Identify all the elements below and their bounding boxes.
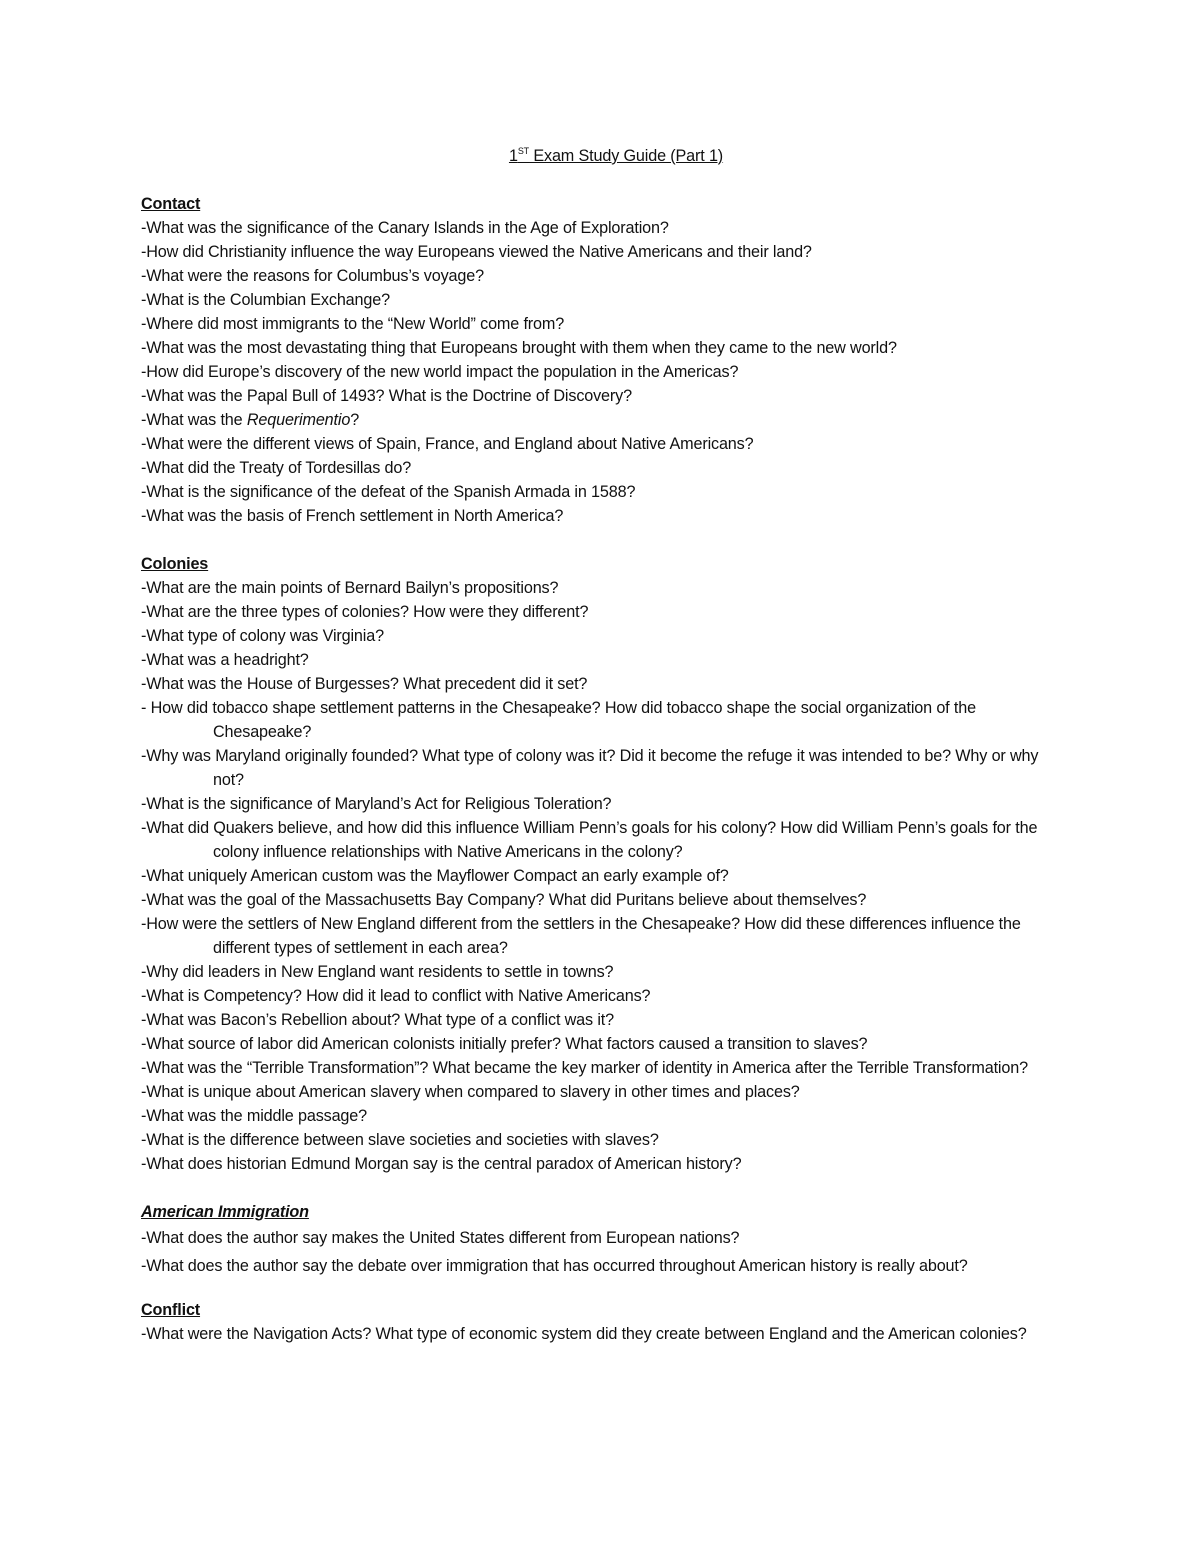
question: -What was the goal of the Massachusetts Bay Company? What did Puritans believe about themselves? xyxy=(141,891,867,909)
title-superscript: ST xyxy=(517,145,530,156)
question: -What uniquely American custom was the Mayflower Compact an early example of? xyxy=(141,867,729,885)
section-heading-conflict: Conflict xyxy=(141,1301,201,1319)
section-contact xyxy=(141,192,1071,528)
section-colonies xyxy=(141,552,1071,1176)
question: -What were the Navigation Acts? What type of economic system did they create between England and the American colonies? xyxy=(141,1325,1027,1343)
question: -What was the “Terrible Transformation”? What became the key marker of identity in America after the Terrible Transformation? xyxy=(141,1059,1028,1077)
question: -How did Christianity influence the way Europeans viewed the Native Americans and their land? xyxy=(141,243,812,261)
title-text: Exam Study Guide (Part 1) xyxy=(529,147,724,165)
question: -What did Quakers believe, and how did this influence William Penn’s goals for his colony? How did William Penn’s goals for the colony influence relationships with Native Americans in the colony? xyxy=(141,819,1038,861)
question: -What were the different views of Spain, France, and England about Native Americans? xyxy=(141,435,754,453)
question: -What was the middle passage? xyxy=(141,1107,367,1125)
question: -What is the significance of the defeat of the Spanish Armada in 1588? xyxy=(141,483,636,501)
requerimiento-term: Requerimentio xyxy=(246,411,351,429)
question: -What are the three types of colonies? How were they different? xyxy=(141,603,589,621)
question: -What was the most devastating thing that Europeans brought with them when they came to the new world? xyxy=(141,339,897,357)
question: -What was a headright? xyxy=(141,651,309,669)
section-conflict xyxy=(141,1298,1071,1346)
section-heading-colonies: Colonies xyxy=(141,555,209,573)
question: -What is the Columbian Exchange? xyxy=(141,291,390,309)
question: -What is the difference between slave societies and societies with slaves? xyxy=(141,1131,659,1149)
question: -Where did most immigrants to the “New World” come from? xyxy=(141,315,565,333)
section-heading-contact: Contact xyxy=(141,195,201,213)
question-requerimiento: -What was the Requerimentio? xyxy=(141,411,360,429)
question: -What does the author say makes the United States different from European nations? xyxy=(141,1229,740,1247)
question: -What was the Papal Bull of 1493? What is the Doctrine of Discovery? xyxy=(141,387,632,405)
document-page xyxy=(141,144,1071,1370)
question: -Why was Maryland originally founded? What type of colony was it? Did it become the refuge it was intended to be? Why or why not? xyxy=(141,747,1039,789)
question: -Why did leaders in New England want residents to settle in towns? xyxy=(141,963,614,981)
question: - How did tobacco shape settlement patterns in the Chesapeake? How did tobacco shape the social organization of the Chesapeake? xyxy=(141,699,976,741)
question: -What was the basis of French settlement in North America? xyxy=(141,507,564,525)
question: -How were the settlers of New England different from the settlers in the Chesapeake? How did these differences influence the different types of settlement in each area? xyxy=(141,915,1021,957)
question: -What is the significance of Maryland’s Act for Religious Toleration? xyxy=(141,795,612,813)
question: -What is unique about American slavery when compared to slavery in other times and places? xyxy=(141,1083,800,1101)
question: -What does historian Edmund Morgan say is the central paradox of American history? xyxy=(141,1155,742,1173)
question: -What was the House of Burgesses? What precedent did it set? xyxy=(141,675,588,693)
question: -What were the reasons for Columbus’s voyage? xyxy=(141,267,484,285)
question: -What are the main points of Bernard Bailyn’s propositions? xyxy=(141,579,559,597)
question: -What was the significance of the Canary Islands in the Age of Exploration? xyxy=(141,219,669,237)
question: -What is Competency? How did it lead to conflict with Native Americans? xyxy=(141,987,651,1005)
title-number: 1 xyxy=(508,147,518,165)
question: -What type of colony was Virginia? xyxy=(141,627,384,645)
question: -What does the author say the debate over immigration that has occurred throughout American history is really about? xyxy=(141,1257,968,1275)
section-heading-american-immigration: American Immigration xyxy=(141,1203,309,1221)
question: -What did the Treaty of Tordesillas do? xyxy=(141,459,412,477)
question: -What source of labor did American colonists initially prefer? What factors caused a transition to slaves? xyxy=(141,1035,868,1053)
document-title xyxy=(141,144,1071,168)
question: -How did Europe’s discovery of the new world impact the population in the Americas? xyxy=(141,363,739,381)
section-american-immigration xyxy=(141,1200,1071,1280)
question: -What was Bacon’s Rebellion about? What type of a conflict was it? xyxy=(141,1011,614,1029)
